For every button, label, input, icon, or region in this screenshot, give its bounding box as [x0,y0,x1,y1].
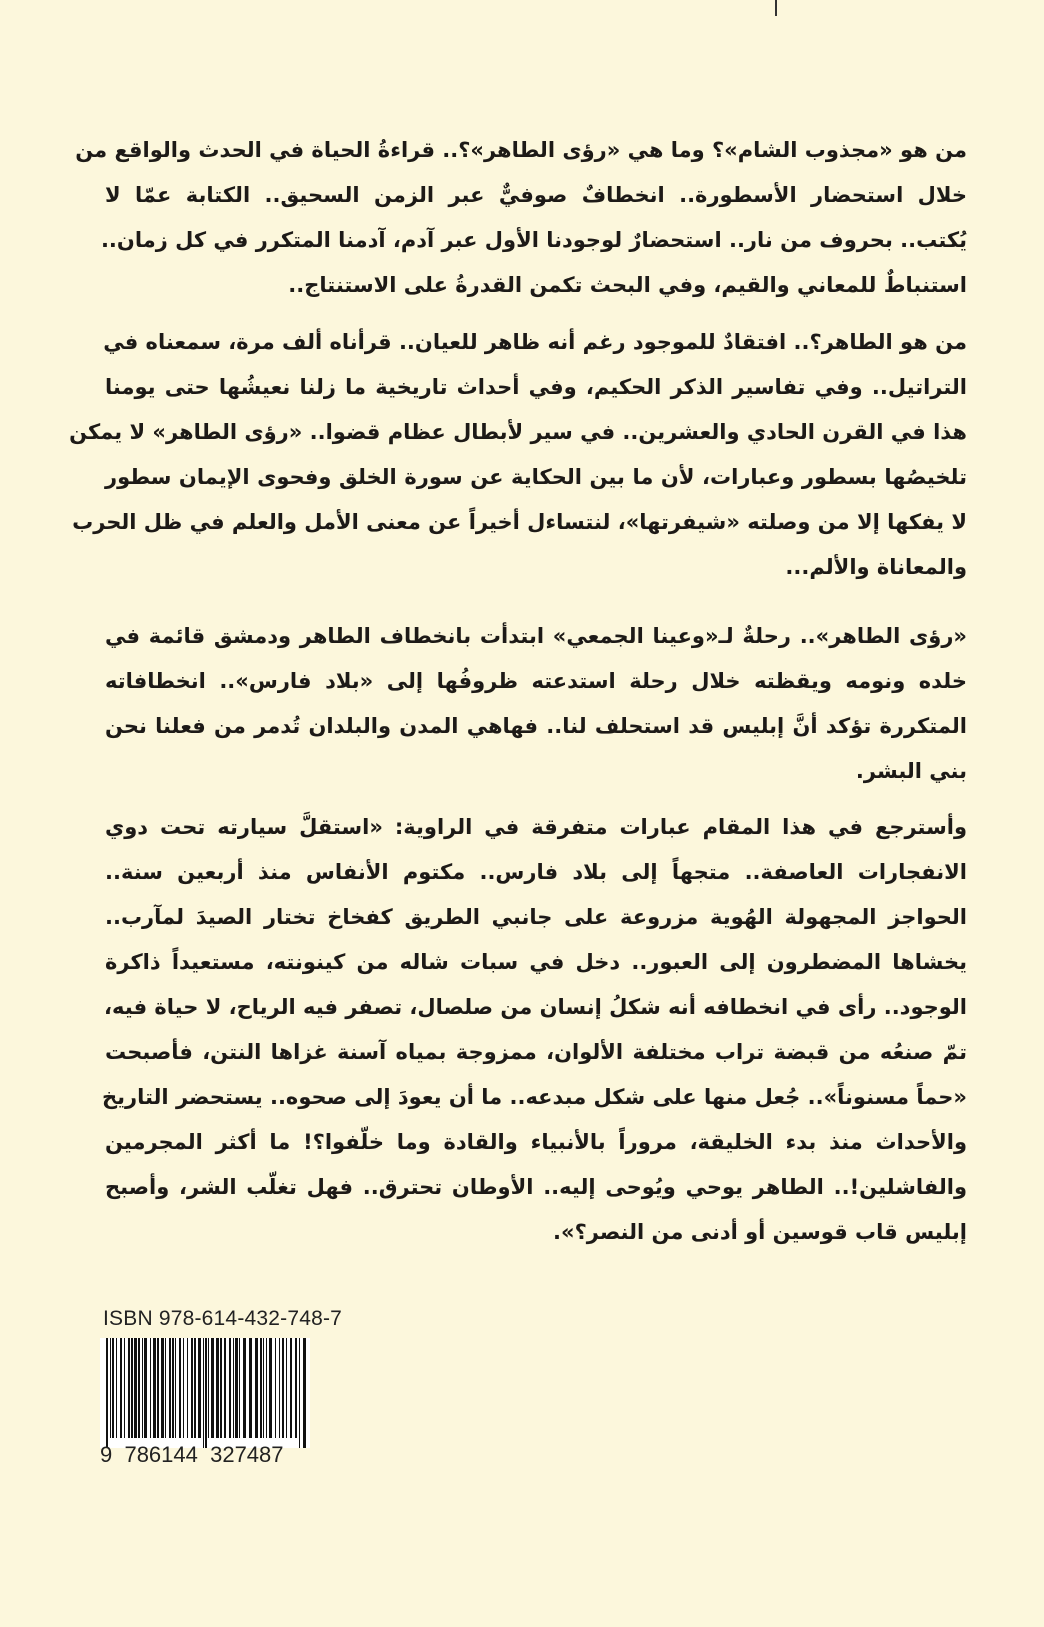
barcode-bar [110,1338,111,1438]
barcode-bar [216,1338,219,1438]
text-line: «رؤى الطاهر».. رحلةٌ لـ«وعينا الجمعي» ابتدأت بانخطاف الطاهر ودمشق قائمة في [105,624,967,648]
barcode-bar [161,1338,164,1438]
barcode-bar [128,1338,130,1438]
barcode-bar [169,1338,171,1438]
barcode-bar [263,1338,264,1438]
barcode-bar [303,1338,306,1448]
barcode-bar [124,1338,125,1438]
text-line: لا يفكها إلا من وصلته «شيفرتها»، لنتساءل أخيراً عن معنى الأمل والعلم في ظل الحرب [72,510,967,534]
paragraph-2 [69,320,967,590]
text-line: يخشاها المضطرون إلى العبور.. دخل في سبات شاله من كينونته، مستعيداً ذاكرة [105,950,967,974]
barcode-bar [255,1338,258,1438]
barcode-bar [260,1338,262,1438]
barcode-bar [131,1338,133,1438]
barcode-bar [172,1338,174,1438]
barcode-bar [153,1338,156,1438]
barcode-bar [224,1338,226,1438]
barcode-bar [120,1338,122,1438]
barcode-bar [282,1338,284,1438]
barcode-bar [142,1338,143,1438]
text-line: استنباطٌ للمعاني والقيم، وفي البحث تكمن القدرةُ على الاستنتاج.. [288,273,967,297]
barcode-bar [279,1338,280,1438]
text-line: الوجود.. رأى في انخطافه أنه شكلُ إنسان من صلصال، تصفر فيه الرياح، لا حياة فيه، [104,995,967,1019]
barcode-bar [299,1338,300,1448]
barcode-bar [157,1338,159,1438]
barcode-bar [290,1338,292,1438]
barcode-bar [205,1338,207,1448]
text-line: والأحداث منذ بدء الخليقة، مروراً بالأنبياء والقادة وما خلّفوا؟! ما أكثر المجرمين [105,1130,967,1154]
barcode-bar [233,1338,234,1438]
barcode-bar [187,1338,188,1438]
barcode-bar [211,1338,214,1438]
isbn-label: ISBN 978-614-432-748-7 [103,1307,343,1330]
barcode-bar [183,1338,184,1438]
text-line: هذا في القرن الحادي والعشرين.. في سير لأبطال عظام قضوا.. «رؤى الطاهر» لا يمكن [69,420,967,444]
text-line: تمّ صنعُه من قبضة تراب مختلفة الألوان، ممزوجة بمياه آسنة غزاها النتن، فأصبحت [105,1040,967,1064]
barcode-bar [112,1338,114,1438]
barcode-bar [295,1338,297,1438]
paragraph-3 [105,614,967,794]
barcode-bar [220,1338,222,1438]
text-line: «حماً مسنوناً».. جُعل منها على شكل مبدعه.. ما أن يعودَ إلى صحوه.. يستحضر التاريخ [101,1085,967,1109]
text-line: المتكررة تؤكد أنَّ إبليس قد استحلف لنا.. فهاهي المدن والبلدان تُدمر من فعلنا نحن [105,714,967,738]
barcode-bar [235,1338,238,1438]
barcode-bar [198,1338,201,1438]
text-line: من هو «مجذوب الشام»؟ وما هي «رؤى الطاهر»؟.. قراءةُ الحياة في الحدث والواقع من [75,138,967,162]
barcode-bar [208,1338,209,1438]
text-line: من هو الطاهر؟.. افتقادٌ للموجود رغم أنه ظاهر للعيان.. قرأناه ألف مرة، سمعناه في [103,330,967,354]
barcode-bar [243,1338,246,1438]
text-line: وأسترجع في هذا المقام عبارات متفرقة في الراوية: «استقلَّ سيارته تحت دوي [105,815,967,839]
paragraph-4 [101,805,967,1255]
barcode-bar [134,1338,137,1438]
text-line: خلده ونومه ويقظته خلال رحلة استدعته ظروفُها إلى «بلاد فارس».. انخطافاته [105,669,967,693]
spine-mark [775,0,777,16]
barcode-bar [179,1338,181,1438]
barcode-bar [239,1338,240,1438]
barcode-bar [275,1338,276,1438]
text-line: والفاشلين!.. الطاهر يوحي ويُوحى إليه.. الأوطان تحترق.. فهل تغلّب الشر، وأصبح [105,1175,967,1199]
barcode-bar [138,1338,140,1438]
barcode-bar [286,1338,287,1438]
text-line: الحواجز المجهولة الهُوية مزروعة على جانبي الطريق كفخاخ تختار الصيدَ لمآرب.. [105,905,967,929]
barcode-bar [191,1338,193,1438]
barcode-bar [269,1338,272,1438]
text-line: التراتيل.. وفي تفاسير الذكر الحكيم، وفي أحداث تاريخية ما زلنا نعيشُها حتى يومنا [105,375,967,399]
text-line: تلخيصُها بسطور وعبارات، لأن ما بين الحكاية عن سورة الخلق وفحوى الإيمان سطور [105,465,967,489]
barcode [100,1338,310,1448]
barcode-bar [116,1338,117,1438]
text-line: يُكتب.. بحروف من نار.. استحضارٌ لوجودنا الأول عبر آدم، آدمنا المتكرر في كل زمان.. [100,228,967,252]
barcode-bar [106,1338,108,1448]
barcode-bar [266,1338,267,1438]
barcode-bar [194,1338,196,1438]
text-line: بني البشر. [855,759,967,783]
barcode-digits: 9 786144 327487 [100,1442,284,1467]
paragraph-1 [75,128,967,308]
barcode-bar [229,1338,231,1438]
barcode-bar [203,1338,204,1448]
barcode-bar [144,1338,147,1438]
text-line: الانفجارات العاصفة.. متجهاً إلى بلاد فارس.. مكتوم الأنفاس منذ أربعين سنة.. [105,860,967,884]
barcode-bar [249,1338,252,1438]
text-line: والمعاناة والألم... [785,555,967,579]
barcode-bar [175,1338,176,1438]
text-line: إبليس قاب قوسين أو أدنى من النصر؟». [553,1220,967,1244]
barcode-bar [150,1338,151,1438]
barcode-bar [165,1338,166,1438]
text-line: خلال استحضار الأسطورة.. انخطافٌ صوفيٌّ عبر الزمن السحيق.. الكتابة عمّا لا [105,183,967,207]
